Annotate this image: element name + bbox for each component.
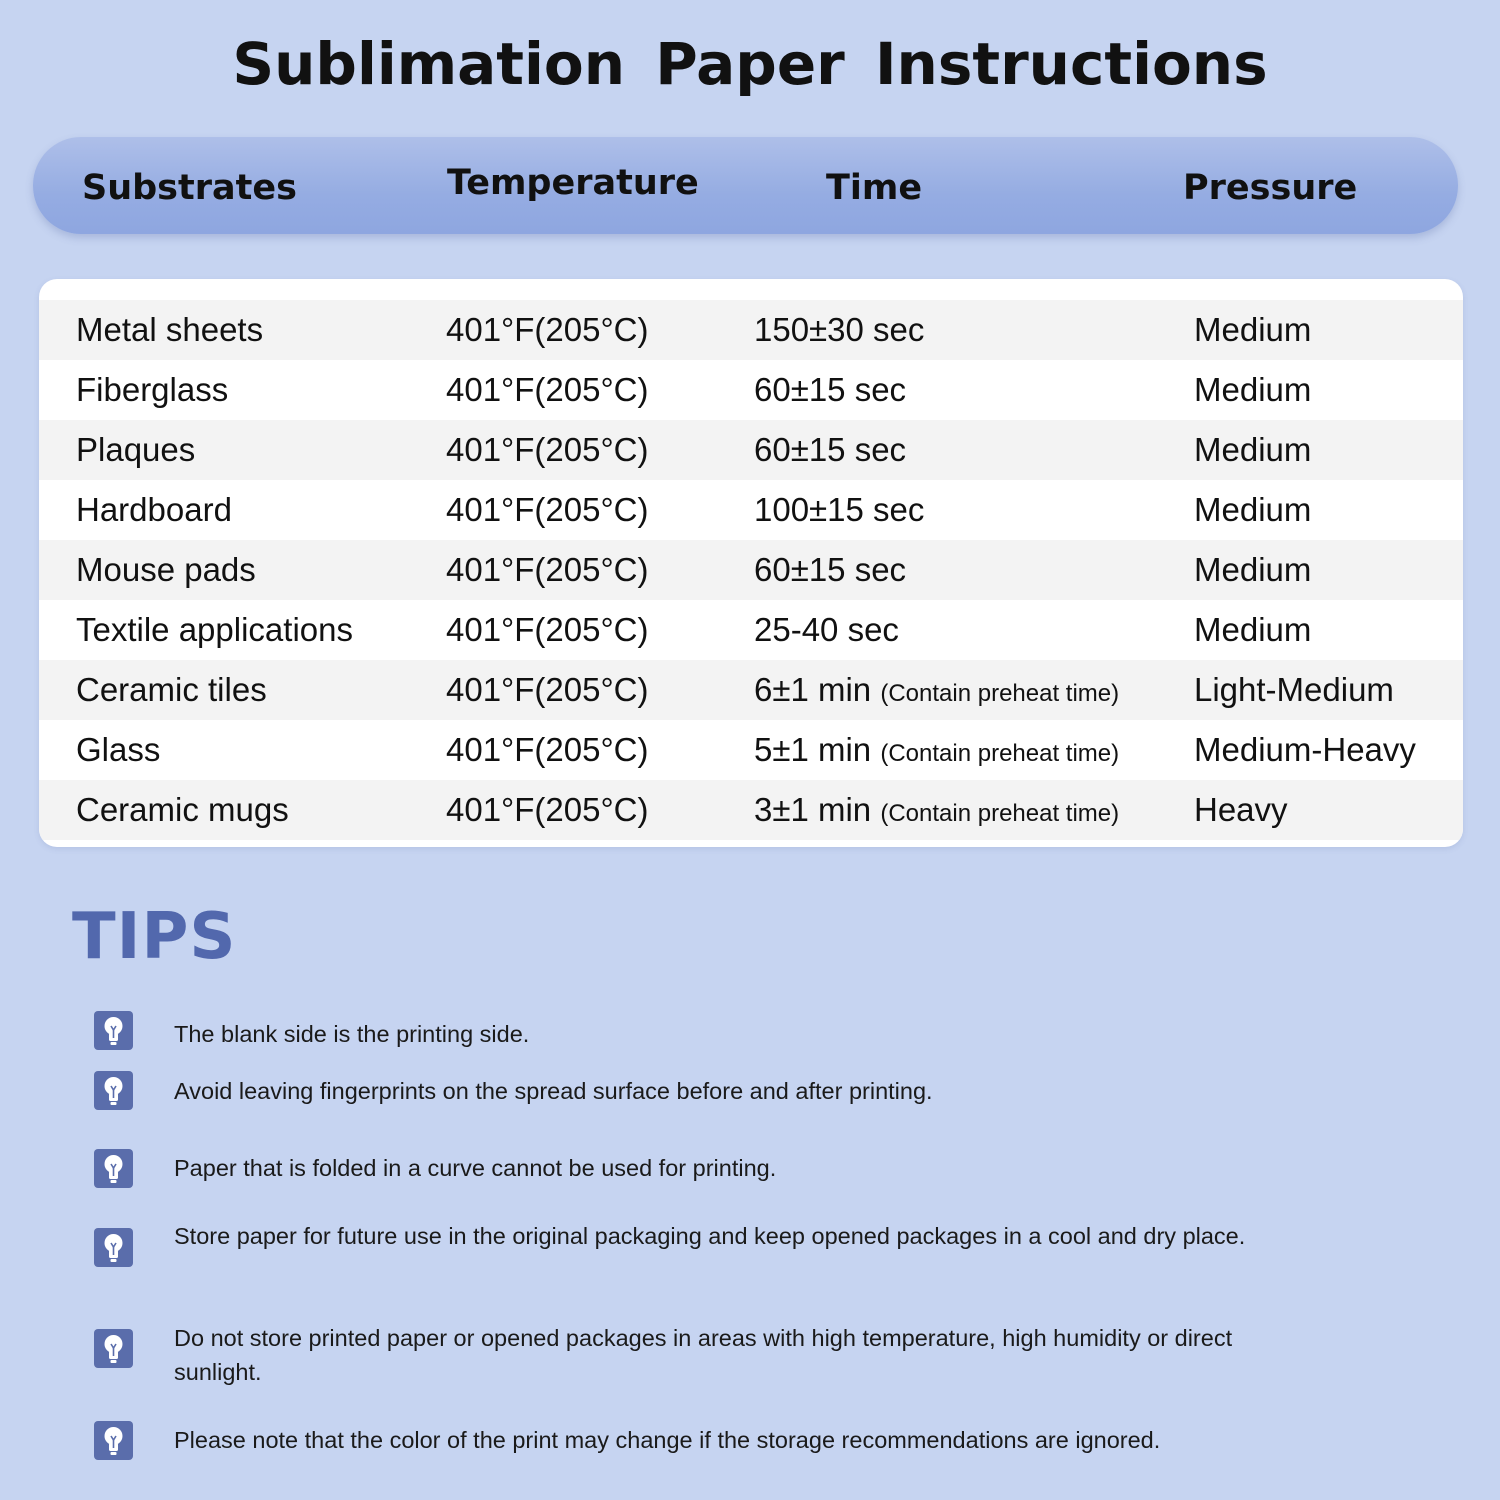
- cell-temperature: 401°F(205°C): [446, 431, 649, 468]
- cell-pressure: Medium: [1194, 371, 1312, 408]
- cell-time-value: 5±1 min: [754, 731, 872, 768]
- table-row: [39, 780, 1463, 840]
- cell-time: [754, 780, 1119, 840]
- cell-time: [754, 720, 1119, 780]
- page-title: Sublimation Paper Instructions: [232, 30, 1268, 98]
- tips-heading: TIPS: [72, 900, 237, 974]
- cell-time-value: 60±15 sec: [754, 371, 907, 408]
- lightbulb-icon: [94, 1149, 133, 1188]
- cell-time: [754, 420, 906, 480]
- table-row: [39, 480, 1463, 540]
- cell-substrate: Ceramic tiles: [76, 671, 267, 708]
- cell-time: [754, 480, 924, 540]
- cell-temperature: 401°F(205°C): [446, 611, 649, 648]
- lightbulb-icon: [94, 1329, 133, 1368]
- cell-substrate: Textile applications: [76, 611, 353, 648]
- settings-table: [39, 279, 1463, 847]
- table-header-bar: [33, 137, 1458, 234]
- cell-time-value: 100±15 sec: [754, 491, 925, 528]
- cell-time-value: 150±30 sec: [754, 311, 925, 348]
- tip-text: Store paper for future use in the original packaging and keep opened packages in a cool and dry place.: [174, 1223, 1246, 1249]
- cell-time-note: (Contain preheat time): [880, 740, 1120, 767]
- table-row: [39, 660, 1463, 720]
- cell-temperature: 401°F(205°C): [446, 791, 649, 828]
- cell-pressure: Medium: [1194, 491, 1312, 528]
- lightbulb-icon: [94, 1011, 133, 1050]
- table-row: [39, 720, 1463, 780]
- tip-text: Avoid leaving fingerprints on the spread surface before and after printing.: [174, 1078, 933, 1104]
- cell-substrate: Hardboard: [76, 491, 232, 528]
- cell-temperature: 401°F(205°C): [446, 371, 649, 408]
- table-row: [39, 540, 1463, 600]
- cell-time: [754, 660, 1119, 720]
- cell-time: [754, 600, 899, 660]
- cell-temperature: 401°F(205°C): [446, 491, 649, 528]
- cell-substrate: Ceramic mugs: [76, 791, 289, 828]
- tip-text: The blank side is the printing side.: [174, 1021, 530, 1047]
- cell-time-value: 60±15 sec: [754, 551, 907, 588]
- cell-substrate: Mouse pads: [76, 551, 256, 588]
- cell-pressure: Medium: [1194, 611, 1312, 648]
- tip-text: Do not store printed paper or opened packages in areas with high temperature, high humidity or direct sunlight.: [174, 1325, 1233, 1385]
- cell-time: [754, 300, 924, 360]
- cell-time-value: 6±1 min: [754, 671, 872, 708]
- cell-temperature: 401°F(205°C): [446, 551, 649, 588]
- cell-time: [754, 360, 906, 420]
- cell-time-value: 3±1 min: [754, 791, 872, 828]
- cell-temperature: 401°F(205°C): [446, 671, 649, 708]
- cell-pressure: Medium: [1194, 311, 1312, 348]
- lightbulb-icon: [94, 1421, 133, 1460]
- header-temperature: Temperature: [447, 163, 699, 203]
- lightbulb-icon: [94, 1071, 133, 1110]
- header-pressure: Pressure: [1183, 168, 1358, 208]
- cell-pressure: Light-Medium: [1194, 671, 1394, 708]
- table-row: [39, 420, 1463, 480]
- cell-pressure: Medium: [1194, 431, 1312, 468]
- cell-time: [754, 540, 906, 600]
- tip-text: Paper that is folded in a curve cannot be used for printing.: [174, 1155, 777, 1181]
- table-row: [39, 300, 1463, 360]
- header-substrates: Substrates: [82, 168, 297, 208]
- cell-time-note: (Contain preheat time): [880, 800, 1120, 827]
- cell-pressure: Heavy: [1194, 791, 1288, 828]
- table-row: [39, 360, 1463, 420]
- tip-text: Please note that the color of the print may change if the storage recommendations are ignored.: [174, 1427, 1161, 1453]
- cell-substrate: Glass: [76, 731, 161, 768]
- lightbulb-icon: [94, 1228, 133, 1267]
- cell-temperature: 401°F(205°C): [446, 731, 649, 768]
- table-row: [39, 600, 1463, 660]
- cell-substrate: Fiberglass: [76, 371, 229, 408]
- cell-substrate: Metal sheets: [76, 311, 264, 348]
- cell-time-note: (Contain preheat time): [880, 680, 1120, 707]
- header-time: Time: [826, 168, 923, 208]
- cell-pressure: Medium: [1194, 551, 1312, 588]
- cell-time-value: 25-40 sec: [754, 611, 899, 648]
- cell-temperature: 401°F(205°C): [446, 311, 649, 348]
- cell-substrate: Plaques: [76, 431, 196, 468]
- cell-time-value: 60±15 sec: [754, 431, 907, 468]
- cell-pressure: Medium-Heavy: [1194, 731, 1416, 768]
